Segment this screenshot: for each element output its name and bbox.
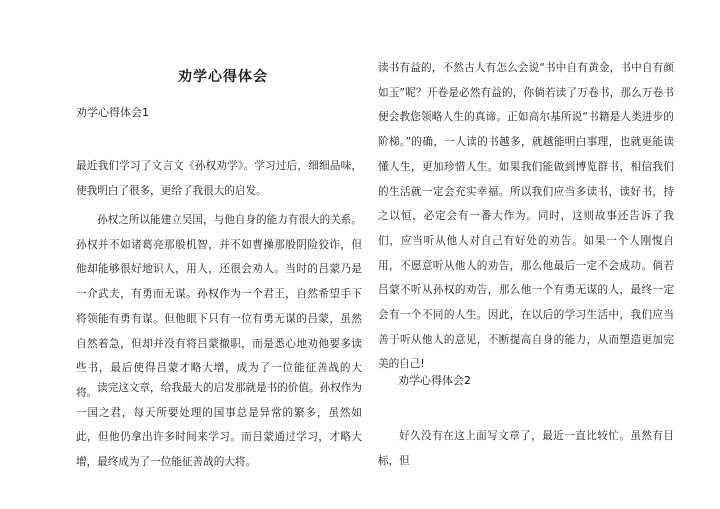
section1-heading: 劝学心得体会1 xyxy=(76,106,149,119)
left-paragraph-1: 最近我们学习了文言文《孙权劝学》。学习过后，细细品味，使我明白了很多，更给了我很大的启发。 xyxy=(76,160,362,197)
document-title: 劝学心得体会 xyxy=(178,69,268,85)
left-paragraph-2: 孙权之所以能建立吴国，与他自身的能力有很大的关系。孙权并不如诸葛亮那般机智，并不如曹操那般阴险狡诈，但他却能够很好地识人，用人，还很会劝人。当时的吕蒙乃是一介武夫，有勇而无谋。孙权作为一个君王，自然希望手下将领能有勇有谋。但他眼下只有一位有勇无谋的吕蒙，虽然自然着急，但却并没有将吕蒙撤职，而是悉心地劝他要多读些书，最后使得吕蒙才略大增，成为了一位能征善战的大将。 xyxy=(76,214,362,399)
left-paragraph-3: 读完这文章，给我最大的启发那就是书的价值。孙权作为一国之君，每天所要处理的国事总是异常的繁多，虽然如此，但他仍拿出许多时间来学习。而吕蒙通过学习，才略大增，最终成为了一位能征善战的大将。 xyxy=(76,382,362,469)
section2-heading: 劝学心得体会2 xyxy=(398,374,471,387)
right-paragraph-1: 读书有益的，不然古人有怎么会说“书中自有黄金，书中自有颜如玉”呢？开卷是必然有益的，你倘若读了万卷书，那么万卷书便会教您领略人生的真谛。正如高尔基所说“书籍是人类进步的阶梯。”的确，一人读的书越多，就越能明白事理，也就更能读懂人生，更加珍惜人生。如果我们能做到博览群书，相信我们的生活就一定会充实幸福。所以我们应当多读书，读好书，持之以恒，必定会有一番大作为。同时，这则故事还告诉了我们，应当听从他人对自己有好处的劝告。如果一个人刚愎自用，不愿意听从他人的劝告，那么他最后一定不会成功。倘若吕蒙不听从孙权的劝告，那么他一个有勇无谋的人，最终一定会有一个不同的人生。因此，在以后的学习生活中，我们应当善于听从他人的意见，不断提高自身的能力，从而塑造更加完美的自己! xyxy=(378,62,674,371)
right-paragraph-2: 好久没有在这上面写文章了，最近一直比较忙。虽然有目标，但 xyxy=(378,430,674,467)
